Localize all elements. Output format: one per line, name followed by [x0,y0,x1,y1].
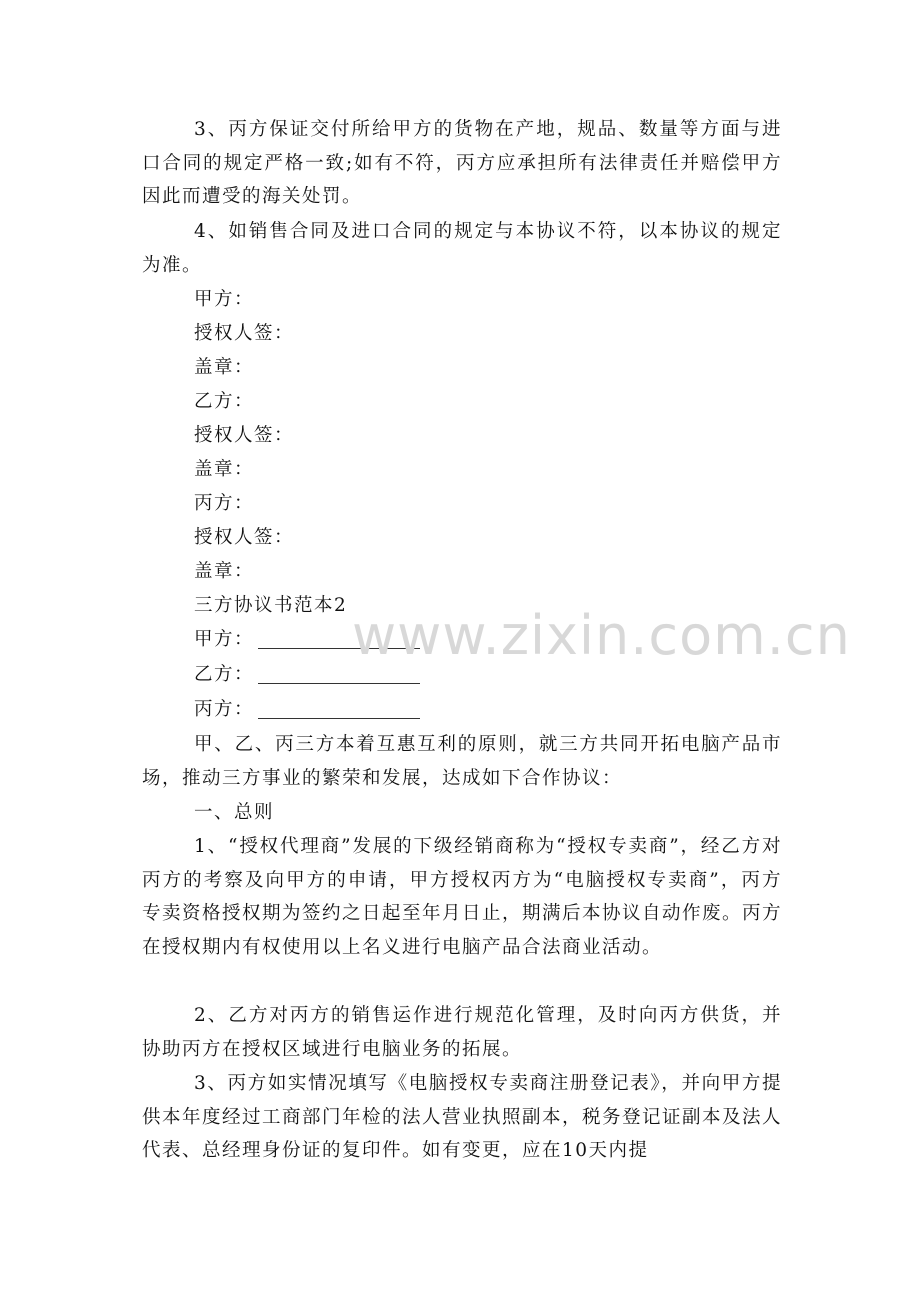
template-2-party-a-label: 甲方： [194,629,255,650]
party-c-seal-label: 盖章： [194,561,255,582]
template-2-party-c-line [194,693,420,727]
party-c-signature-label: 授权人签： [194,527,295,548]
clause-3-paragraph: 3、丙方保证交付所给甲方的货物在产地，规品、数量等方面与进口合同的规定严格一致;如有不符，丙方应承担所有法律责任并赔偿甲方因此而遭受的海关处罚。 [142,119,782,207]
party-b-label: 乙方： [194,391,255,412]
general-clause-2: 2、乙方对丙方的销售运作进行规范化管理，及时向丙方供货，并协助丙方在授权区域进行电脑业务的拓展。 [142,1005,782,1060]
template-2-party-c-label: 丙方： [194,699,255,720]
general-clause-1: 1、“授权代理商”发展的下级经销商称为“授权专卖商”，经乙方对丙方的考察及向甲方的申请，甲方授权丙方为“电脑授权专卖商”，丙方专卖资格授权期为签约之日起至年月日止，期满后本协议自动作废。丙方在授权期内有权使用以上名义进行电脑产品合法商业活动。 [142,836,783,958]
watermark: www.zixin.com.cn [352,604,851,667]
intro-paragraph: 甲、乙、丙三方本着互惠互利的原则，就三方共同开拓电脑产品市场，推动三方事业的繁荣和发展，达成如下合作协议： [142,734,782,789]
general-clause-3: 3、丙方如实情况填写《电脑授权专卖商注册登记表》，并向甲方提供本年度经过工商部门年检的法人营业执照副本，税务登记证副本及法人代表、总经理身份证的复印件。如有变更，应在10天内提 [142,1073,783,1161]
party-c-label: 丙方： [194,493,255,514]
party-b-seal-label: 盖章： [194,459,255,480]
party-a-label: 甲方： [194,289,255,310]
clause-4-paragraph: 4、如销售合同及进口合同的规定与本协议不符，以本协议的规定为准。 [142,221,782,276]
party-b-signature-label: 授权人签： [194,425,295,446]
template-2-title: 三方协议书范本2 [194,595,348,616]
section-general-heading: 一、总则 [194,802,275,823]
party-a-seal-label: 盖章： [194,357,255,378]
party-a-signature-label: 授权人签： [194,323,295,344]
party-c-blank [258,696,420,719]
template-2-party-b-label: 乙方： [194,664,255,685]
